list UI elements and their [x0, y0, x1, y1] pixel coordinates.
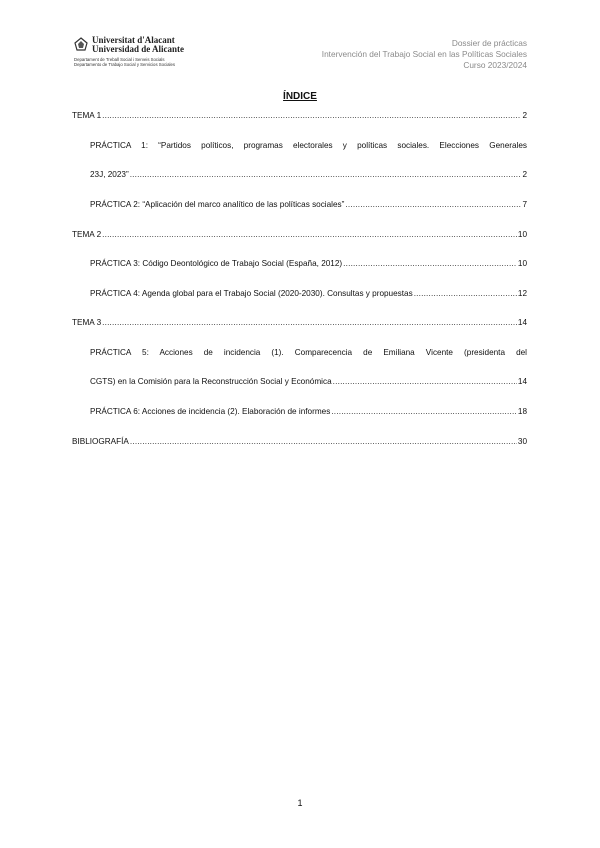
toc-entry-label: 23J, 2023”	[90, 170, 129, 179]
header-dossier: Dossier de prácticas	[451, 38, 527, 48]
toc-leader-dots	[414, 289, 517, 298]
toc-page-number: 2	[522, 170, 527, 179]
logo-department-valencian: Departament de Treball Social i Serveis Socials	[74, 57, 165, 62]
toc-leader-dots	[102, 111, 521, 120]
toc-page-number: 2	[522, 111, 527, 120]
toc-entry-label: PRÁCTICA 3: Código Deontológico de Trabajo Social (España, 2012)	[90, 259, 343, 268]
toc-page-number: 14	[517, 318, 527, 327]
toc-entry-practica2[interactable]	[72, 200, 527, 209]
toc-entry-label: TEMA 1	[72, 111, 102, 120]
toc-entry-practica3[interactable]	[72, 259, 527, 268]
toc-leader-dots	[345, 200, 521, 209]
toc-entry-label: PRÁCTICA 6: Acciones de incidencia (2). Elaboración de informes	[90, 407, 331, 416]
header-subject: Intervención del Trabajo Social en las Políticas Sociales	[321, 49, 527, 60]
toc-leader-dots	[343, 259, 517, 268]
toc-leader-dots	[331, 407, 517, 416]
toc-entry-tema2[interactable]	[72, 230, 527, 239]
logo-university-name-spanish: Universidad de Alicante	[92, 44, 185, 54]
university-emblem-icon	[74, 37, 88, 51]
toc-page-number: 7	[522, 200, 527, 209]
toc-leader-dots	[102, 318, 517, 327]
toc-leader-dots	[130, 437, 517, 446]
logo-university-name-valencian: Universitat d'Alacant	[92, 35, 175, 45]
toc-page-number: 30	[517, 437, 527, 446]
toc-entry-tema1[interactable]	[72, 111, 527, 120]
toc-entry-tema3[interactable]	[72, 318, 527, 327]
toc-entry-label: PRÁCTICA 4: Agenda global para el Trabajo Social (2020-2030). Consultas y propuestas	[90, 289, 413, 298]
header-course: Curso 2023/2024	[463, 60, 527, 71]
toc-entry-practica6[interactable]	[72, 407, 527, 416]
toc-entry-practica1-line1[interactable]: PRÁCTICA 1: “Partidos políticos, programas electorales y políticas sociales. Elecciones Generales	[90, 141, 527, 150]
toc-entry-practica4[interactable]	[72, 289, 527, 298]
toc-entry-practica5[interactable]	[72, 377, 527, 386]
toc-entry-label: TEMA 2	[72, 230, 102, 239]
logo-department-spanish: Departamento de Trabajo Social y Servicios Sociales	[74, 62, 176, 67]
page-number: 1	[297, 798, 303, 808]
toc-page-number: 14	[517, 377, 527, 386]
toc-leader-dots	[333, 377, 517, 386]
document-header	[322, 38, 527, 72]
toc-leader-dots	[102, 230, 517, 239]
toc-entry-label: PRÁCTICA 2: “Aplicación del marco analítico de las políticas sociales”	[90, 200, 345, 209]
page-title: ÍNDICE	[283, 91, 317, 102]
toc-entry-label: BIBLIOGRAFÍA	[72, 437, 129, 446]
toc-page-number: 12	[517, 289, 527, 298]
toc-entry-bibliografia[interactable]	[72, 437, 527, 446]
university-logo	[74, 36, 204, 70]
toc-entry-practica1[interactable]	[72, 170, 527, 179]
toc-leader-dots	[130, 170, 522, 179]
toc-entry-label: TEMA 3	[72, 318, 102, 327]
toc-page-number: 18	[517, 407, 527, 416]
toc-entry-practica5-line1[interactable]: PRÁCTICA 5: Acciones de incidencia (1). Comparecencia de Emiliana Vicente (presidenta del	[90, 348, 527, 357]
toc-page-number: 10	[517, 230, 527, 239]
toc-entry-label: CGTS) en la Comisión para la Reconstrucción Social y Económica	[90, 377, 332, 386]
toc-page-number: 10	[517, 259, 527, 268]
